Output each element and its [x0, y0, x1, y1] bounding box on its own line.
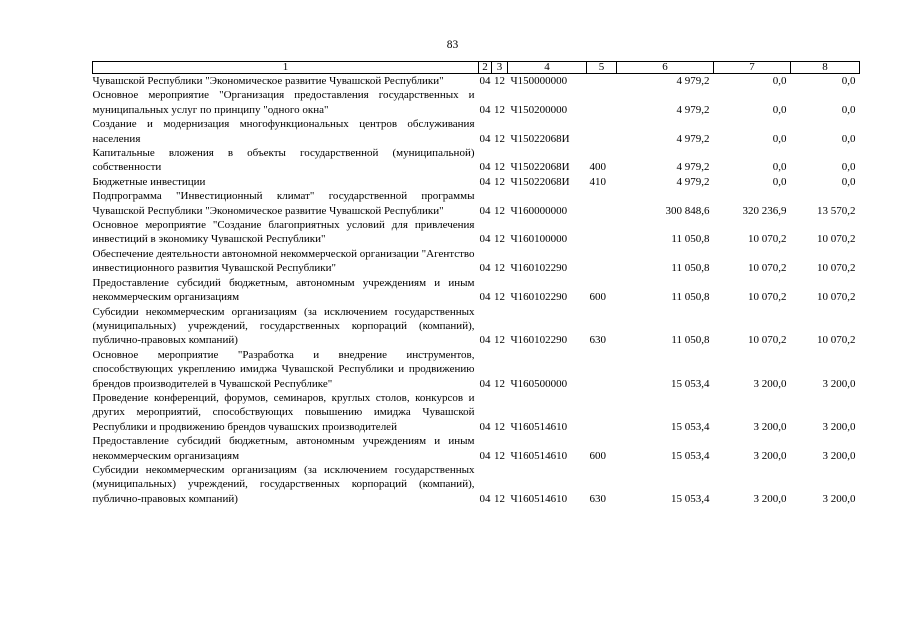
table-row [93, 434, 860, 463]
row-section: 04 [479, 75, 491, 87]
header-col-6: 6 [617, 62, 714, 74]
row-subsection: 12 [494, 262, 505, 275]
row-amount-col6: 15 053,4 [671, 420, 710, 433]
row-expense-type: 600 [589, 291, 606, 304]
row-amount-col6: 4 979,2 [676, 161, 710, 174]
row-target-article: Ч160514610 [510, 420, 568, 433]
row-target-article: Ч15022068И [510, 175, 570, 188]
header-col-8: 8 [791, 62, 860, 74]
row-expense-type [587, 348, 617, 391]
row-amount-col8: 3 200,0 [822, 449, 856, 462]
row-amount-col8: 10 070,2 [817, 334, 856, 347]
row-name: Основное мероприятие "Разработка и внедрение инструментов, способствующих укреплению имиджа Чувашской Республики и продвижению брендов производителей в Чувашской Республике" [92, 348, 475, 390]
row-section: 04 [479, 420, 491, 433]
row-name: Подпрограмма "Инвестиционный климат" государственной программы Чувашской Республики "Экономическое развитие Чувашской Республики" [92, 190, 475, 217]
row-subsection: 12 [494, 204, 505, 217]
row-amount-col8: 3 200,0 [822, 492, 856, 505]
row-subsection: 12 [494, 233, 505, 246]
row-amount-col7: 10 070,2 [748, 291, 787, 304]
row-amount-col6: 15 053,4 [671, 492, 710, 505]
row-name: Субсидии некоммерческим организациям (за исключением государственных (муниципальных) учреждений, государственных корпораций (компаний), публично-правовых компаний) [92, 463, 475, 505]
row-name: Чувашской Республики "Экономическое развитие Чувашской Республики" [92, 75, 444, 87]
row-name: Бюджетные инвестиции [92, 175, 206, 188]
table-row [93, 117, 860, 146]
row-amount-col6: 11 050,8 [671, 334, 710, 347]
row-target-article: Ч160100000 [510, 233, 568, 246]
header-col-7: 7 [714, 62, 791, 74]
row-expense-type: 630 [589, 334, 606, 347]
table-header-row [93, 62, 860, 74]
row-name: Предоставление субсидий бюджетным, автономным учреждениям и иным некоммерческим организациям [92, 435, 475, 462]
row-expense-type [587, 74, 617, 89]
row-target-article: Ч15022068И [510, 161, 570, 174]
row-amount-col8: 0,0 [841, 132, 856, 145]
header-col-1: 1 [93, 62, 479, 74]
row-section: 04 [479, 175, 491, 188]
table-row [93, 305, 860, 348]
row-amount-col7: 10 070,2 [748, 233, 787, 246]
row-amount-col8: 0,0 [841, 175, 856, 188]
row-name: Основное мероприятие "Создание благоприятных условий для привлечения инвестиций в экономику Чувашской Республики" [92, 219, 475, 246]
row-name: Проведение конференций, форумов, семинаров, круглых столов, конкурсов и других мероприятий, способствующих повышению имиджа Чувашской Республики и продвижению брендов чувашских производителей [92, 391, 475, 433]
row-amount-col6: 4 979,2 [676, 132, 710, 145]
row-amount-col7: 0,0 [772, 175, 787, 188]
table-row [93, 74, 860, 89]
row-amount-col7: 320 236,9 [742, 204, 787, 217]
row-target-article: Ч160102290 [510, 291, 568, 304]
header-col-2: 2 [479, 62, 492, 74]
row-amount-col6: 11 050,8 [671, 291, 710, 304]
row-target-article: Ч160102290 [510, 262, 568, 275]
row-expense-type [587, 117, 617, 146]
row-amount-col8: 3 200,0 [822, 420, 856, 433]
row-amount-col7: 3 200,0 [753, 420, 787, 433]
row-amount-col7: 10 070,2 [748, 334, 787, 347]
row-target-article: Ч160500000 [510, 377, 568, 390]
row-amount-col6: 4 979,2 [676, 75, 710, 87]
row-expense-type [587, 247, 617, 276]
row-amount-col7: 0,0 [772, 103, 787, 116]
row-target-article: Ч160514610 [510, 449, 568, 462]
table-row [93, 391, 860, 434]
row-subsection: 12 [494, 291, 505, 304]
row-amount-col7: 10 070,2 [748, 262, 787, 275]
row-name: Предоставление субсидий бюджетным, автономным учреждениям и иным некоммерческим организациям [92, 276, 475, 304]
table-row [93, 88, 860, 117]
row-name: Основное мероприятие "Организация предоставления государственных и муниципальных услуг по принципу "одного окна" [92, 89, 475, 116]
row-amount-col6: 4 979,2 [676, 103, 710, 116]
row-amount-col7: 3 200,0 [753, 377, 787, 390]
row-expense-type [587, 189, 617, 218]
row-target-article: Ч15022068И [510, 132, 570, 145]
row-name: Субсидии некоммерческим организациям (за исключением государственных (муниципальных) учреждений, государственных корпораций (компаний), публично-правовых компаний) [92, 305, 475, 347]
row-subsection: 12 [494, 492, 505, 505]
row-amount-col8: 0,0 [841, 103, 856, 116]
row-amount-col6: 4 979,2 [676, 175, 710, 188]
row-target-article: Ч160000000 [510, 204, 568, 217]
table-row [93, 146, 860, 175]
row-amount-col8: 13 570,2 [817, 204, 856, 217]
row-section: 04 [479, 291, 491, 304]
row-expense-type [587, 88, 617, 117]
table-row [93, 348, 860, 391]
row-amount-col8: 10 070,2 [817, 291, 856, 304]
header-col-3: 3 [492, 62, 508, 74]
row-amount-col7: 0,0 [772, 132, 787, 145]
table-row [93, 175, 860, 189]
row-section: 04 [479, 377, 491, 390]
row-expense-type: 600 [589, 449, 606, 462]
row-amount-col8: 0,0 [841, 161, 856, 174]
row-expense-type: 630 [589, 492, 606, 505]
header-col-4: 4 [508, 62, 587, 74]
row-amount-col6: 11 050,8 [671, 262, 710, 275]
row-target-article: Ч150200000 [510, 103, 568, 116]
row-section: 04 [479, 492, 491, 505]
row-section: 04 [479, 103, 491, 116]
table-row [93, 218, 860, 247]
table-row [93, 189, 860, 218]
row-amount-col6: 15 053,4 [671, 449, 710, 462]
row-target-article: Ч150000000 [510, 75, 568, 87]
row-name: Обеспечение деятельности автономной некоммерческой организации "Агентство инвестиционного развития Чувашской Республики" [92, 247, 475, 275]
row-amount-col7: 3 200,0 [753, 492, 787, 505]
row-expense-type: 400 [589, 161, 606, 174]
row-expense-type [587, 218, 617, 247]
table-row [93, 463, 860, 506]
row-amount-col6: 11 050,8 [671, 233, 710, 246]
row-amount-col8: 0,0 [841, 75, 856, 87]
row-section: 04 [479, 132, 491, 145]
row-name: Создание и модернизация многофункциональных центров обслуживания населения [92, 118, 475, 145]
row-amount-col6: 300 848,6 [665, 204, 710, 217]
row-subsection: 12 [494, 132, 505, 145]
row-subsection: 12 [494, 420, 505, 433]
row-subsection: 12 [494, 175, 505, 188]
row-amount-col7: 3 200,0 [753, 449, 787, 462]
row-expense-type: 410 [589, 175, 606, 188]
row-subsection: 12 [494, 161, 505, 174]
row-target-article: Ч160514610 [510, 492, 568, 505]
row-amount-col8: 10 070,2 [817, 233, 856, 246]
row-amount-col8: 10 070,2 [817, 262, 856, 275]
row-section: 04 [479, 204, 491, 217]
table-row [93, 247, 860, 276]
row-expense-type [587, 391, 617, 434]
row-amount-col7: 0,0 [772, 75, 787, 87]
row-amount-col8: 3 200,0 [822, 377, 856, 390]
budget-table [92, 61, 860, 506]
row-subsection: 12 [494, 449, 505, 462]
row-subsection: 12 [494, 377, 505, 390]
row-section: 04 [479, 334, 491, 347]
row-section: 04 [479, 262, 491, 275]
table-row [93, 276, 860, 305]
row-amount-col7: 0,0 [772, 161, 787, 174]
row-subsection: 12 [494, 334, 505, 347]
row-name: Капитальные вложения в объекты государственной (муниципальной) собственности [92, 147, 475, 174]
row-target-article: Ч160102290 [510, 334, 568, 347]
row-subsection: 12 [494, 75, 505, 87]
row-section: 04 [479, 161, 491, 174]
row-amount-col6: 15 053,4 [671, 377, 710, 390]
row-section: 04 [479, 233, 491, 246]
page-number: 83 [446, 39, 459, 51]
header-col-5: 5 [587, 62, 617, 74]
row-subsection: 12 [494, 103, 505, 116]
row-section: 04 [479, 449, 491, 462]
